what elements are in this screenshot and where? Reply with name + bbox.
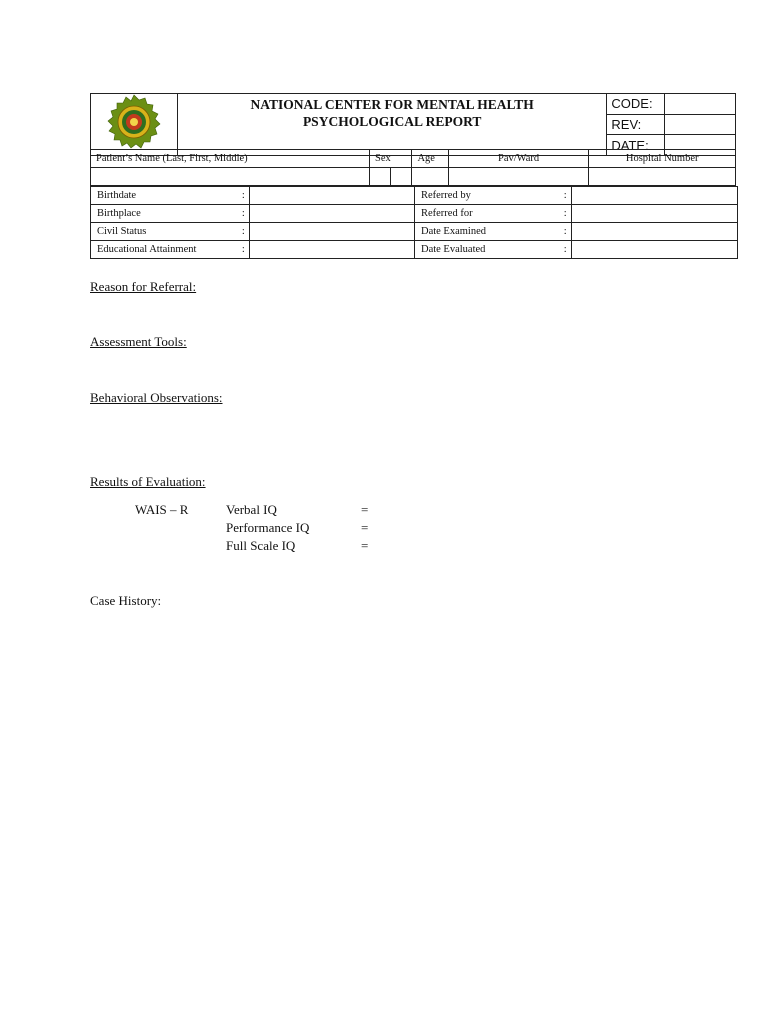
referred-for-label: Referred for: [414, 205, 559, 223]
educational-attainment-label: Educational Attainment: [91, 241, 238, 259]
referred-by-field[interactable]: [572, 187, 738, 205]
verbal-iq-equals: =: [361, 502, 369, 517]
ward-field[interactable]: [448, 168, 589, 186]
behavioral-observations-heading: Behavioral Observations:: [90, 390, 223, 405]
rev-field[interactable]: [665, 114, 736, 135]
patient-table: [90, 149, 736, 186]
hospital-number-header: Hospital Number: [589, 150, 736, 168]
date-label: DATE:: [607, 135, 665, 156]
ward-header: Pav/Ward: [448, 150, 589, 168]
assessment-tools-heading: Assessment Tools:: [90, 334, 187, 349]
date-evaluated-label: Date Evaluated: [414, 241, 559, 259]
verbal-iq-label: Verbal IQ: [226, 502, 277, 517]
birthplace-field[interactable]: [250, 205, 415, 223]
date-examined-field[interactable]: [572, 223, 738, 241]
report-title: [177, 94, 606, 156]
patient-name-field[interactable]: [91, 168, 370, 186]
full-scale-iq-label: Full Scale IQ: [226, 538, 296, 553]
age-field[interactable]: [412, 168, 448, 186]
hospital-number-field[interactable]: [589, 168, 736, 186]
title-line-2: PSYCHOLOGICAL REPORT: [302, 114, 482, 129]
sex-field-2[interactable]: [391, 168, 412, 186]
date-evaluated-field[interactable]: [572, 241, 738, 259]
colon: :: [559, 187, 572, 205]
title-line-1: NATIONAL CENTER FOR MENTAL HEALTH: [250, 97, 534, 112]
ncmh-seal-icon: [97, 94, 171, 150]
full-scale-iq-equals: =: [361, 538, 369, 553]
case-history-heading: Case History:: [90, 593, 162, 608]
educational-attainment-field[interactable]: [250, 241, 415, 259]
code-field[interactable]: [665, 94, 736, 115]
code-label: CODE:: [607, 94, 665, 115]
colon: :: [559, 223, 572, 241]
birthdate-field[interactable]: [250, 187, 415, 205]
colon: :: [559, 241, 572, 259]
birthplace-label: Birthplace: [91, 205, 238, 223]
age-header: Age: [412, 150, 448, 168]
sex-field-1[interactable]: [370, 168, 391, 186]
colon: :: [237, 241, 250, 259]
colon: :: [237, 187, 250, 205]
colon: :: [237, 205, 250, 223]
colon: :: [237, 223, 250, 241]
test-name: WAIS – R: [135, 502, 189, 517]
logo-cell: [91, 94, 178, 156]
patient-name-header: Patient’s Name (Last, First, Middle): [91, 150, 370, 168]
colon: :: [559, 205, 572, 223]
date-examined-label: Date Examined: [414, 223, 559, 241]
civil-status-field[interactable]: [250, 223, 415, 241]
results-of-evaluation-heading: Results of Evaluation:: [90, 474, 206, 489]
reason-for-referral-heading: Reason for Referral:: [90, 279, 197, 294]
birthdate-label: Birthdate: [91, 187, 238, 205]
report-header: [90, 93, 736, 156]
civil-status-label: Civil Status: [91, 223, 238, 241]
performance-iq-equals: =: [361, 520, 369, 535]
details-table: [90, 186, 738, 259]
rev-label: REV:: [607, 114, 665, 135]
referred-by-label: Referred by: [414, 187, 559, 205]
referred-for-field[interactable]: [572, 205, 738, 223]
performance-iq-label: Performance IQ: [226, 520, 310, 535]
sex-header: Sex: [370, 150, 412, 168]
